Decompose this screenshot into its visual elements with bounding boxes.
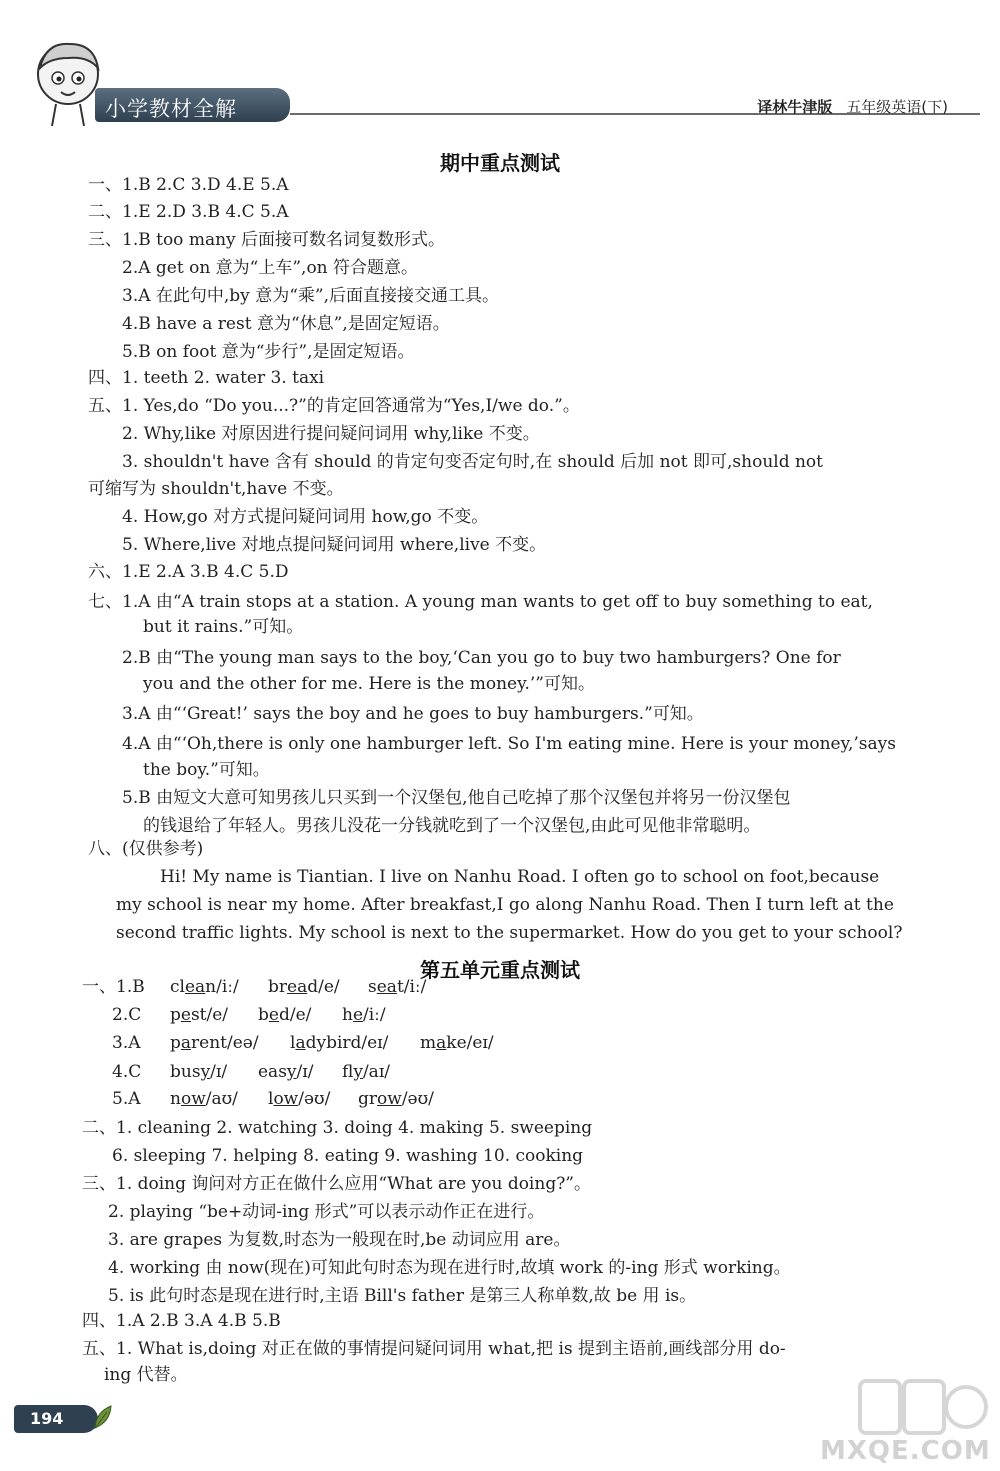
- answer-line: 五、1. Yes,do “Do you...?”的肯定回答通常为“Yes,I/we do.”。: [88, 396, 580, 416]
- answer-line: 五、1. What is,doing 对正在做的事情提问疑问词用 what,把 is 提到主语前,画线部分用 do-: [82, 1339, 786, 1359]
- phonetic-word: busy/ɪ/: [170, 1062, 228, 1082]
- phonetic-word: parent/eə/: [170, 1033, 259, 1053]
- page-header: [0, 58, 1000, 128]
- answer-line: my school is near my home. After breakfast,I go along Nanhu Road. Then I turn left at the: [116, 895, 894, 915]
- answer-line: 2. playing “be+动词-ing 形式”可以表示动作正在进行。: [108, 1202, 545, 1222]
- phonetic-word: bed/e/: [258, 1005, 312, 1025]
- answer-line: ing 代替。: [104, 1365, 188, 1385]
- answer-line: 四、1. teeth 2. water 3. taxi: [88, 368, 325, 388]
- answer-line: 3.A 由“‘Great!’ says the boy and he goes to buy hamburgers.”可知。: [122, 704, 704, 724]
- answer-line: 5. is 此句时态是现在进行时,主语 Bill's father 是第三人称单数,故 be 用 is。: [108, 1286, 697, 1306]
- phonetics-item-number: 3.A: [112, 1033, 141, 1053]
- answer-line: 七、1.A 由“A train stops at a station. A young man wants to get off to buy something to eat,: [88, 592, 873, 612]
- phonetics-item-number: 4.C: [112, 1062, 142, 1082]
- phonetic-word: fly/aɪ/: [342, 1062, 390, 1082]
- answer-line: 2.B 由“The young man says to the boy,‘Can you go to buy two hamburgers? One for: [122, 648, 841, 668]
- phonetic-word: pest/e/: [170, 1005, 229, 1025]
- answer-line: 一、1.B 2.C 3.D 4.E 5.A: [88, 175, 289, 195]
- answer-line: 4.A 由“‘Oh,there is only one hamburger left. So I'm eating mine. Here is your money,’says: [122, 734, 896, 754]
- answer-line: but it rains.”可知。: [143, 617, 304, 637]
- phonetic-word: make/eɪ/: [420, 1033, 494, 1053]
- answer-line: you and the other for me. Here is the money.’”可知。: [143, 674, 595, 694]
- phonetics-item-number: 一、1.B: [82, 977, 145, 997]
- answer-line: 三、1. doing 询问对方正在做什么应用“What are you doing?”。: [82, 1174, 592, 1194]
- answer-line: 3. are grapes 为复数,时态为一般现在时,be 动词应用 are。: [108, 1230, 571, 1250]
- phonetics-item-number: 2.C: [112, 1005, 142, 1025]
- phonetic-word: clean/iː/: [170, 977, 239, 997]
- phonetic-word: he/iː/: [342, 1005, 386, 1025]
- answer-line: 三、1.B too many 后面接可数名词复数形式。: [88, 230, 446, 250]
- phonetic-word: bread/e/: [268, 977, 340, 997]
- answer-line: 6. sleeping 7. helping 8. eating 9. washing 10. cooking: [112, 1146, 584, 1166]
- answer-line: Hi! My name is Tiantian. I live on Nanhu Road. I often go to school on foot,because: [160, 867, 880, 887]
- answer-line: the boy.”可知。: [143, 760, 270, 780]
- answer-line: 3.A 在此句中,by 意为“乘”,后面直接接交通工具。: [122, 286, 499, 306]
- phonetic-word: ladybird/eɪ/: [290, 1033, 389, 1053]
- publisher-label: 译林牛津版: [757, 98, 833, 116]
- leaf-icon: [92, 1404, 114, 1430]
- phonetic-word: now/aʊ/: [170, 1089, 238, 1109]
- answer-line: 5. Where,live 对地点提问疑问词用 where,live 不变。: [122, 535, 547, 555]
- page-number: 194: [30, 1409, 64, 1428]
- watermark-logo-icon: [858, 1375, 988, 1439]
- answer-line: 可缩写为 shouldn't,have 不变。: [88, 479, 344, 499]
- answer-line: 的钱退给了年轻人。男孩儿没花一分钱就吃到了一个汉堡包,由此可见他非常聪明。: [143, 816, 761, 836]
- phonetic-word: seat/iː/: [368, 977, 427, 997]
- phonetic-word: easy/ɪ/: [258, 1062, 314, 1082]
- answer-line: 5.B on foot 意为“步行”,是固定短语。: [122, 342, 415, 362]
- answer-line: 六、1.E 2.A 3.B 4.C 5.D: [88, 562, 289, 582]
- answer-line: 二、1. cleaning 2. watching 3. doing 4. making 5. sweeping: [82, 1118, 593, 1138]
- answer-line: 4. How,go 对方式提问疑问词用 how,go 不变。: [122, 507, 489, 527]
- answer-line: 4.B have a rest 意为“休息”,是固定短语。: [122, 314, 450, 334]
- watermark-text: MXQE.COM: [820, 1436, 991, 1466]
- answer-line: second traffic lights. My school is next to the supermarket. How do you get to your school?: [116, 923, 903, 943]
- phonetic-word: low/əʊ/: [268, 1089, 331, 1109]
- section-title-midterm: 期中重点测试: [440, 151, 560, 175]
- answer-line: 5.B 由短文大意可知男孩儿只买到一个汉堡包,他自己吃掉了那个汉堡包并将另一份汉堡包: [122, 788, 791, 808]
- answer-line: 4. working 由 now(现在)可知此句时态为现在进行时,故填 work 的-ing 形式 working。: [108, 1258, 791, 1278]
- answer-line: 四、1.A 2.B 3.A 4.B 5.B: [82, 1311, 281, 1331]
- answer-line: 二、1.E 2.D 3.B 4.C 5.A: [88, 202, 289, 222]
- book-label: 五年级英语(下): [846, 98, 948, 116]
- series-title: 小学教材全解: [105, 97, 237, 121]
- answer-line: 2. Why,like 对原因进行提问疑问词用 why,like 不变。: [122, 424, 540, 444]
- book-info: [757, 96, 948, 117]
- phonetics-item-number: 5.A: [112, 1089, 141, 1109]
- answer-line: 3. shouldn't have 含有 should 的肯定句变否定句时,在 should 后加 not 即可,should not: [122, 452, 824, 472]
- section-title-unit5: 第五单元重点测试: [420, 958, 580, 982]
- phonetic-word: grow/əʊ/: [358, 1089, 434, 1109]
- answer-line: 2.A get on 意为“上车”,on 符合题意。: [122, 258, 419, 278]
- answer-line: 八、(仅供参考): [88, 839, 204, 859]
